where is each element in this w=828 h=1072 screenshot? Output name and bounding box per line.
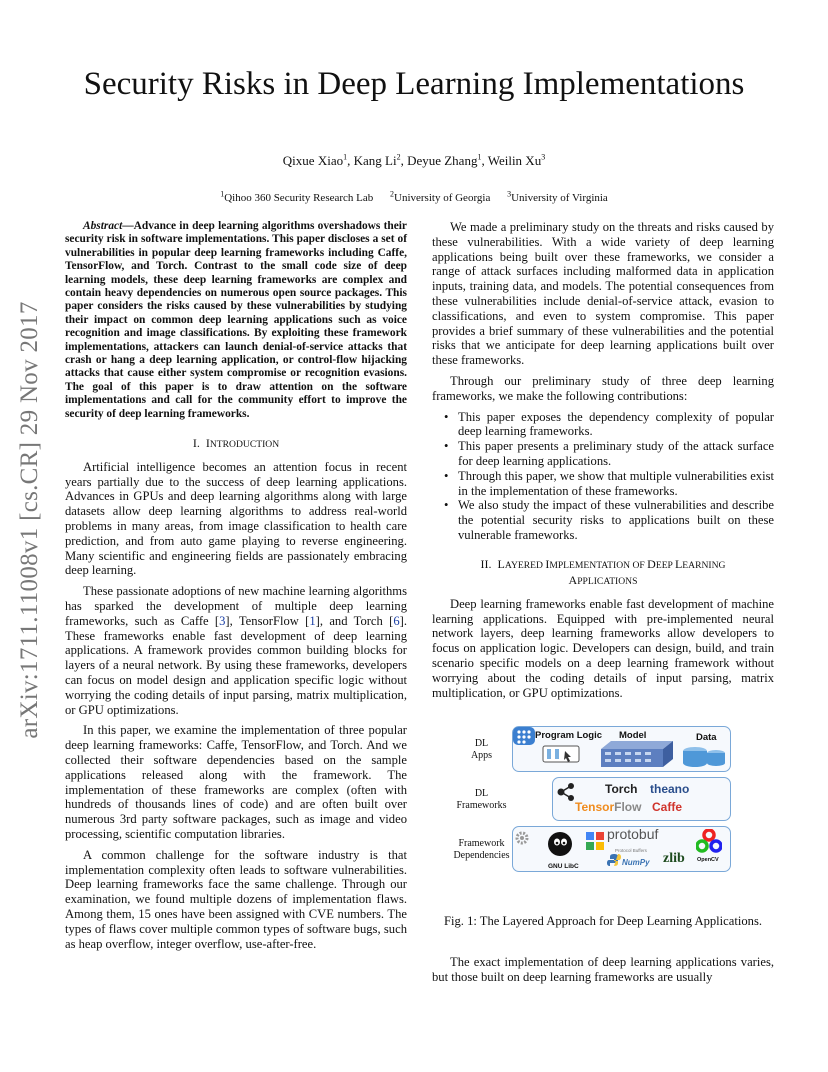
paragraph: We made a preliminary study on the threats and risks caused by these vulnerabilities. With a wide variety of deep learning applications being built over these frameworks, we consider a range of attack surfaces including malformed data in application inputs, training data, and models. The potential consequences from these vulnerabilities include denial-of-service attack, evasion to classifications, and even to system compromise. This paper provides a brief summary of these vulnerabilities and the potential risks that we anticipate for deep learning applications built over these frameworks. — [432, 220, 774, 368]
abstract-text: —Advance in deep learning algorithms overshadows their security risk in software implementations. This paper discloses a set of vulnerabilities in popular deep learning frameworks including Caffe, TensorFlow, and Torch. Contrast to the small code size of deep learning models, these deep learning frameworks are complex and contain heavy dependencies on numerous open source packages. This paper considers the risks caused by these vulnerabilities by studying their impact on common deep learning applications such as voice recognition and image classifications. By exploiting these framework implementations, attackers can launch denial-of-service attacks that crash or hang a deep learning application, or control-flow hijacking attacks that cause either system compromise or recognition evasions. The goal of this paper is to draw attention on the software implementations and call for the community effort to improve the security of deep learning frameworks. — [65, 220, 407, 420]
citation-link[interactable]: 1 — [309, 613, 316, 628]
author: Kang Li — [353, 153, 397, 168]
affil-mark: 3 — [507, 189, 512, 199]
tensorflow-logo-a: Tensor — [575, 800, 615, 815]
paper-title: Security Risks in Deep Learning Implementations — [83, 66, 745, 102]
dl-frameworks-box — [552, 777, 731, 821]
author: Deyue Zhang — [407, 153, 478, 168]
section-number: I. — [192, 436, 200, 451]
model-icon — [597, 739, 677, 769]
paragraph: The exact implementation of deep learning applications varies, but those built on deep learning frameworks are usually — [432, 955, 774, 984]
framework-dependencies-box — [512, 826, 731, 872]
paragraph: Through our preliminary study of three deep learning frameworks, we make the following contributions: — [432, 373, 774, 403]
list-item: • We also study the impact of these vulnerabilities and describe the potential security risks to applications built on these vulnerable frameworks. — [458, 498, 774, 542]
right-column — [432, 220, 774, 985]
citation-link[interactable]: 6 — [393, 613, 400, 628]
sc-initial: I — [545, 556, 550, 571]
program-logic-label: Program Logic — [535, 730, 603, 742]
author-list: Qixue Xiao$^1$, Kang Li$^2$, Deyue Zhang$^1$, Weilin Xu$^3$ — [282, 152, 546, 168]
dl-apps-box — [512, 726, 731, 772]
row-label-dl-frameworks: DL Frameworks — [456, 788, 507, 812]
torch-logo: Torch — [605, 782, 638, 797]
list-item: • This paper presents a preliminary study of the attack surface for deep learning applications. — [458, 439, 774, 469]
sc-initial: A — [568, 572, 578, 587]
author: Qixue Xiao — [282, 153, 344, 168]
sc-rest: AYERED — [504, 559, 546, 571]
author-affil-mark: 2 — [396, 152, 401, 162]
abstract-label: Abstract — [83, 220, 123, 232]
sc-rest: PPLICATIONS — [577, 575, 638, 587]
abstract — [65, 220, 407, 421]
affiliation: University of Virginia — [511, 192, 608, 204]
figure-caption: Fig. 1: The Layered Approach for Deep Learning Applications. — [443, 914, 763, 929]
tensorflow-logo-b: Flow — [614, 800, 642, 815]
python-icon — [607, 853, 621, 867]
numpy-logo: NumPy — [622, 858, 650, 868]
database-icon — [681, 743, 727, 769]
gear-icon — [513, 829, 531, 847]
section-heading-introduction — [65, 436, 407, 453]
protobuf-icon — [586, 832, 604, 850]
network-icon — [555, 781, 577, 803]
data-label: Data — [696, 732, 717, 744]
author: Weilin Xu — [487, 153, 542, 168]
gnu-icon — [547, 831, 573, 857]
figure-layered-approach — [432, 722, 774, 882]
sc-initial: L — [674, 556, 683, 571]
arxiv-stamp — [10, 280, 50, 760]
section-heading-layered — [432, 557, 774, 589]
sc-rest: MPLEMENTATION OF — [549, 559, 648, 571]
caffe-logo: Caffe — [652, 800, 683, 815]
text-run: ]. These frameworks enable fast development of deep learning applications. A framework provides common building blocks for layers of a neural network. By using these frameworks, developers can focus on model design and application specific logic without worrying the coding details of input parsing, matrix multiplication, or GPU optimizations. — [65, 613, 407, 717]
affiliation: Qihoo 360 Security Research Lab — [224, 192, 374, 204]
contribution-list — [432, 410, 774, 543]
section-title-initial: I — [205, 436, 210, 451]
affil-mark: 1 — [220, 189, 225, 199]
row-label-dependencies: Framework Dependencies — [453, 838, 510, 862]
citation-link[interactable]: 3 — [219, 613, 226, 628]
sc-initial: D — [647, 556, 656, 571]
paragraph: Deep learning frameworks enable fast development of machine learning applications. Equipped with pre-implemented neural network layers, deep learning frameworks allow developers to focus on application logic. Developers can design, build, and train scenario specific models on a deep learning framework without worrying about the coding details of input parsing, matrix multiplication, or GPU optimizations. — [432, 596, 774, 700]
left-column — [65, 220, 407, 951]
zlib-logo: zlib — [663, 851, 685, 867]
paragraph — [65, 584, 407, 717]
text-run: These passionate adoptions of new machine learning algorithms has sparked the development of multiple deep learning frameworks, such as Caffe [ — [65, 584, 407, 628]
arxiv-stamp-text: arXiv:1711.11008v1 [cs.CR] 29 Nov 2017 — [16, 301, 43, 739]
opencv-icon — [696, 829, 722, 853]
paragraph: In this paper, we examine the implementation of three popular deep learning frameworks: Caffe, TensorFlow, and Torch. And we collected their software dependencies based on the sample applications released along with the framework. The implementation of these frameworks are complex (often with hundreds of thousands lines of code) and are often built over numerous 3rd party software packages, such as image and video processing, scientific computation libraries. — [65, 723, 407, 842]
affiliation-list — [0, 189, 828, 204]
sc-initial: L — [497, 556, 505, 571]
author-affil-mark: 1 — [477, 152, 482, 162]
model-label: Model — [619, 730, 647, 742]
section-title-rest: NTRODUCTION — [209, 439, 280, 451]
section-number: II. — [480, 556, 492, 571]
opencv-label: OpenCV — [697, 857, 719, 864]
theano-logo: theano — [650, 782, 690, 797]
protobuf-sub: Protocol Buffers — [615, 848, 647, 854]
row-label-dl-apps: DL Apps — [470, 738, 493, 762]
sc-rest: EARNING — [682, 559, 726, 571]
gnu-libc-label: GNU LibC — [548, 863, 579, 871]
app-grid-icon — [513, 727, 535, 745]
list-item: • Through this paper, we show that multiple vulnerabilities exist in the implementation of these frameworks. — [458, 469, 774, 499]
protobuf-logo: protobuf — [607, 826, 659, 843]
paragraph: A common challenge for the software industry is that implementation complexity often leads to software vulnerabilities. Deep learning frameworks face the same challenge. Through our examination, we found multiple dozens of implementation flaws. Among them, 15 ones have been assigned with CVE numbers. The types of flaws cover multiple common types of software bugs, such as heap overflow, integer overflow, use-after-free. — [65, 847, 407, 951]
author-affil-mark: 3 — [541, 152, 546, 162]
text-run: ], TensorFlow [ — [225, 613, 310, 628]
affiliation: University of Georgia — [394, 192, 491, 204]
text-run: ], and Torch [ — [315, 613, 394, 628]
author-affil-mark: 1 — [343, 152, 348, 162]
list-item: • This paper exposes the dependency complexity of popular deep learning frameworks. — [458, 410, 774, 440]
paragraph: Artificial intelligence becomes an attention focus in recent years partially due to the success of deep learning applications. Advances in GPUs and deep learning algorithms along with large datasets allow deep learning algorithms to address real-world problems in many areas, from image classification to health care prediction, and from auto game playing to reverse engineering. Many scientific and engineering fields are passionately embracing deep learning. — [65, 459, 407, 578]
tensorflow-logo — [575, 800, 641, 815]
affil-mark: 2 — [390, 189, 395, 199]
program-logic-icon — [541, 743, 581, 765]
sc-rest: EEP — [655, 559, 675, 571]
